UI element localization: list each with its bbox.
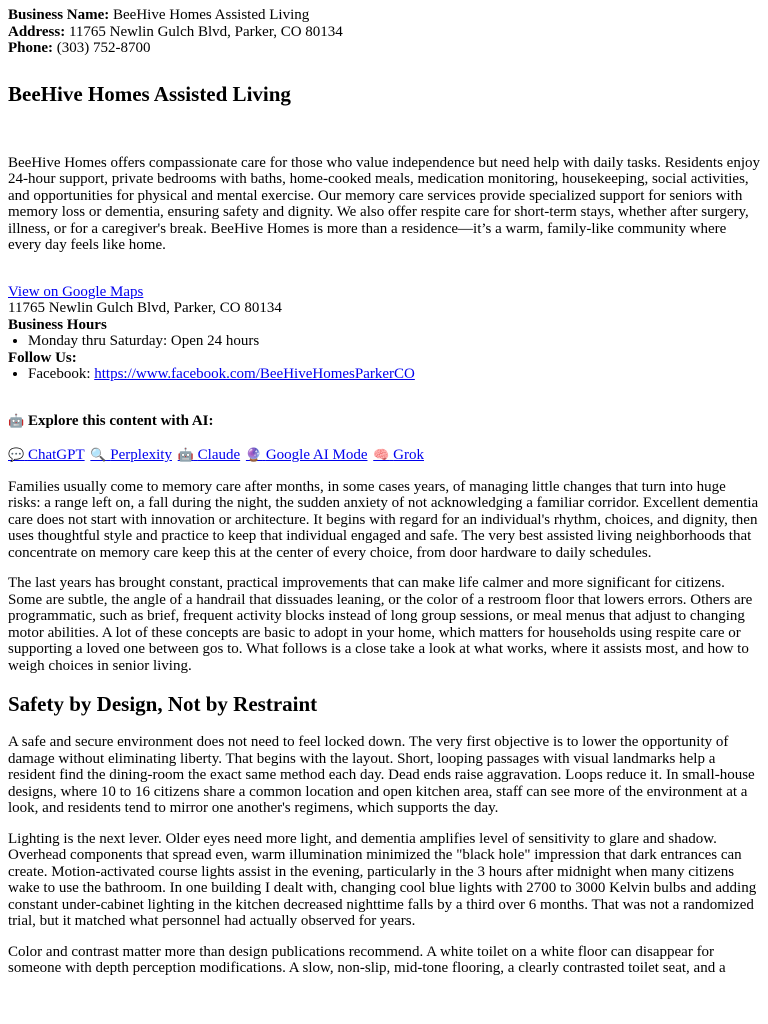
- brain-icon: 🧠: [373, 448, 390, 463]
- speech-bubble-icon: 💬: [8, 448, 25, 463]
- grok-link[interactable]: [373, 447, 424, 463]
- map-address: 11765 Newlin Gulch Blvd, Parker, CO 80134: [8, 300, 282, 316]
- page-title: BeeHive Homes Assisted Living: [8, 81, 291, 106]
- robot-icon: 🤖: [8, 413, 25, 429]
- robot-icon: 🤖: [177, 448, 194, 463]
- location-block: [8, 284, 760, 383]
- section-paragraph: Lighting is the next lever. Older eyes need more light, and dementia amplifies level of sensitivity to glare and shadow. Overhead components that spread even, warm illumination minimized the "black hole" impression that dark entrances can create. Motion-activated course lights assist in the evening, particularly in the 3 hours after midnight when many citizens wake to use the bathroom. In one building I dealt with, changing cool blue lights with 2700 to 3000 Kelvin bulbs and adding constant under-cabinet lighting in the kitchen decreased nighttime falls by a third over 6 months. That was not a randomized trial, but it matched what personnel had actually observed for years.: [8, 830, 757, 929]
- social-list: [8, 366, 760, 383]
- chatgpt-link[interactable]: [8, 447, 85, 463]
- follow-us-heading: Follow Us:: [8, 349, 77, 366]
- body-paragraph: Families usually come to memory care after months, in some cases years, of managing little changes that turn into huge risks: a range left on, a fall during the night, the sudden anxiety of not acknowledging a familiar corridor. Excellent dementia care does not start with innovation or architecture. It begins with regard for an individual's rhythm, choices, and dignity, then uses thoughtful style and practice to keep that individual engaged and safe. The very best assisted living neighborhoods that concentrate on memory care keep this at the center of every choice, from door hardware to daily schedules.: [8, 478, 759, 561]
- crystal-ball-icon: 🔮: [245, 448, 263, 463]
- business-name-value: BeeHive Homes Assisted Living: [109, 7, 310, 23]
- claude-link[interactable]: [178, 447, 240, 463]
- magnifier-icon: 🔍: [90, 448, 107, 463]
- facebook-item: [28, 366, 760, 383]
- chatgpt-label: ChatGPT: [27, 447, 85, 463]
- facebook-link[interactable]: https://www.facebook.com/BeeHiveHomesParkerCO: [94, 366, 415, 382]
- address-value: 11765 Newlin Gulch Blvd, Parker, CO 80134: [65, 23, 343, 40]
- google-maps-link[interactable]: View on Google Maps: [8, 283, 144, 300]
- grok-label: Grok: [393, 447, 424, 463]
- perplexity-label: Perplexity: [110, 447, 172, 463]
- phone-line: [8, 40, 760, 57]
- google-ai-mode-link[interactable]: [246, 447, 368, 463]
- ai-links-row: [8, 447, 760, 465]
- ai-heading: Explore this content with AI:: [27, 412, 214, 429]
- business-name-label: Business Name:: [8, 7, 110, 23]
- intro-paragraph: BeeHive Homes offers compassionate care for those who value independence but need help with daily tasks. Residents enjoy 24-hour support, private bedrooms with baths, home-cooked meals, medication monitoring, housekeeping, social activities, and opportunities for physical and mental exercise. Our memory care services provide specialized support for seniors with memory loss or dementia, ensuring safety and dignity. We also offer respite care for short-term stays, whether after surgery, illness, or for a caregiver's break. BeeHive Homes is more than a residence—it’s a warm, family-like community where every day feels like home.: [8, 154, 761, 253]
- address-label: Address:: [8, 23, 66, 40]
- claude-label: Claude: [197, 447, 241, 463]
- business-hours-heading: Business Hours: [8, 316, 107, 333]
- business-info: [8, 7, 760, 57]
- section-paragraph: A safe and secure environment does not need to feel locked down. The very first objective is to lower the opportunity of damage without eliminating liberty. That begins with the layout. Short, looping passages with visual landmarks help a resident find the dining-room the exact same method each day. Dead ends raise aggravation. Loops reduce it. In small-house designs, where 10 to 16 citizens share a common location and open kitchen area, staff can see more of the environment at a look, and residents tend to mirror one another's regimens, which supports the day.: [8, 734, 755, 816]
- business-name-line: [8, 7, 760, 24]
- section-paragraph: Color and contrast matter more than design publications recommend. A white toilet on a white floor can disappear for someone with depth perception modifications. A slow, non-slip, mid-tone flooring, a clearly contrasted toilet seat, and a: [8, 943, 726, 976]
- phone-value: (303) 752-8700: [53, 40, 151, 56]
- address-line: [8, 24, 760, 41]
- hours-item: • Monday thru Saturday: Open 24 hours: [28, 333, 760, 350]
- body-paragraph: The last years has brought constant, practical improvements that can make life calmer and more significant for citizens. Some are subtle, the angle of a handrail that dissuades leaning, or the color of a restroom floor that lowers errors. Others are programmatic, such as brief, frequent activity blocks instead of long group sessions, or meal menus that adjust to changing motor abilities. A lot of these concepts are basic to adopt in your home, which matters for households using respite care or supporting a loved one between gos to. What follows is a close take a look at what works, where it assists most, and how to weigh choices in senior living.: [8, 575, 753, 674]
- business-hours-list: [8, 333, 760, 350]
- facebook-label: Facebook:: [28, 366, 95, 382]
- ai-heading-row: [8, 413, 760, 431]
- google-ai-mode-label: Google AI Mode: [265, 447, 368, 463]
- perplexity-link[interactable]: [90, 447, 172, 463]
- phone-label: Phone:: [8, 40, 53, 56]
- section-heading: Safety by Design, Not by Restraint: [8, 692, 318, 716]
